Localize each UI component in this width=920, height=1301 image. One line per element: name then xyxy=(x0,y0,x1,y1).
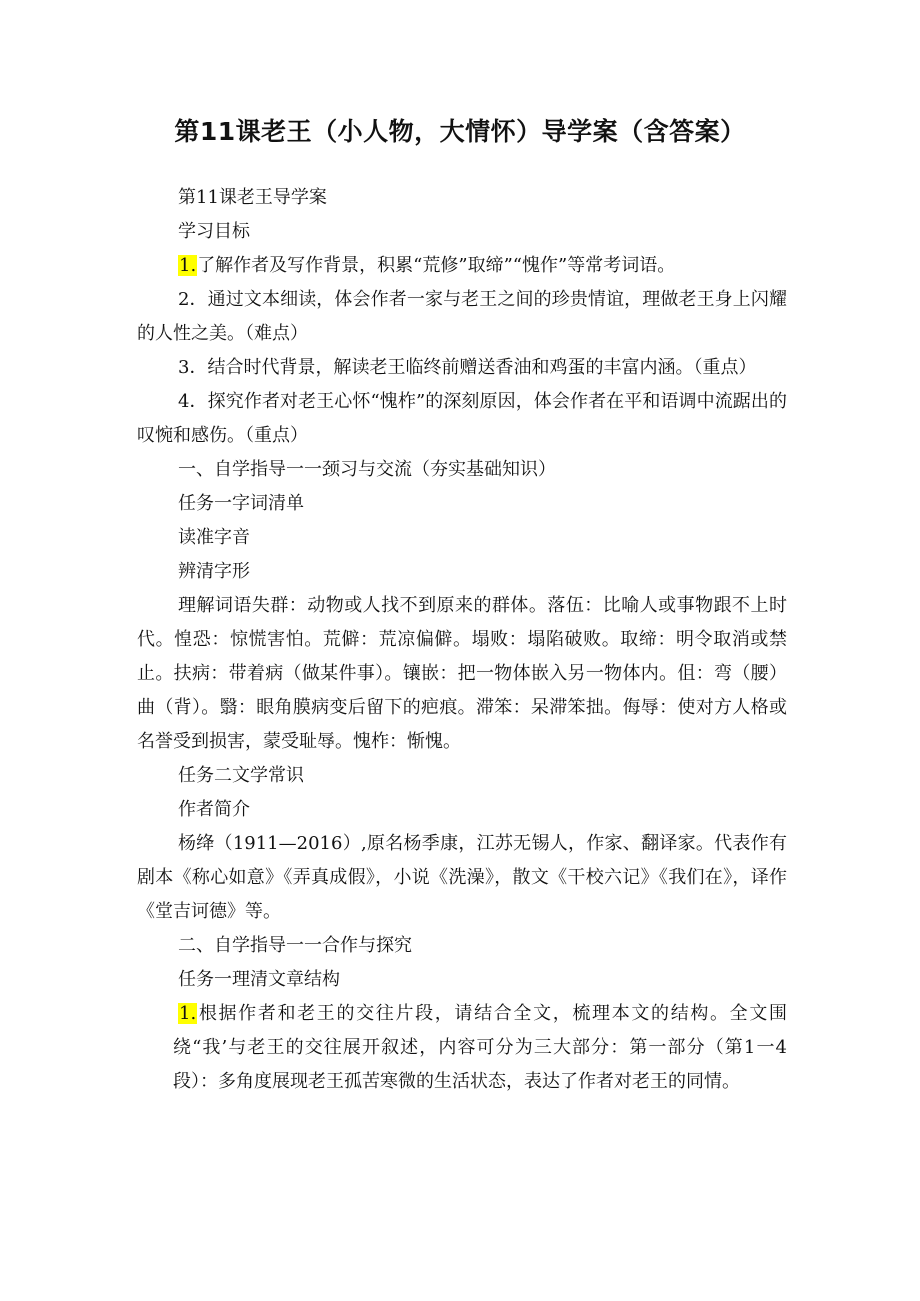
subheading-characters: 辨清字形 xyxy=(178,561,250,582)
highlighted-number: 1. xyxy=(179,1003,197,1024)
structure-item-1: 1.根据作者和老王的交往片段，请结合全文，梳理本文的结构。全文围绕“我’与老王的交往展开叙述，内容可分为三大部分：第一部分（第1一4段）：多角度展现老王孤苦寒微的生活状态，表达了作者对老王的同情。 xyxy=(173,1003,787,1092)
author-bio: 杨绛（1911—2016）,原名杨季康，江苏无锡人，作家、翻译家。代表作有剧本《称心如意》《弄真成假》，小说《洗澡》，散文《干校六记》《我们在》，译作《堂吉诃德》等。 xyxy=(137,833,787,922)
task-heading-vocabulary: 任务一字词清单 xyxy=(178,493,304,514)
vocabulary-definitions: 理解词语失群：动物或人找不到原来的群体。落伍：比喻人或事物跟不上时代。惶恐：惊慌害怕。荒僻：荒凉偏僻。塌败：塌陷破败。取缔：明令取消或禁止。扶病：带着病（做某件事）。镶嵌：把一物体嵌入另一物体内。伹：弯（腰）曲（背）。翳：眼角膜病变后留下的疤痕。滞笨：呆滞笨拙。侮辱：使对方人格或名誉受到损害，蒙受耻辱。愧柞：惭愧。 xyxy=(137,595,787,752)
task-heading-structure: 任务一理清文章结构 xyxy=(178,969,340,990)
objective-item-2: 2．通过文本细读，体会作者一家与老王之间的珍贵情谊，理做老王身上闪耀的人性之美。（难点） xyxy=(137,289,787,344)
document-body xyxy=(137,181,787,1099)
task-heading-literature: 任务二文学常识 xyxy=(178,765,304,786)
section-heading-cooperation: 二、自学指导一一合作与探究 xyxy=(178,935,412,956)
subheading-author: 作者简介 xyxy=(178,799,250,820)
document-title: 第11课老王（小人物，大情怀）导学案（含答案） xyxy=(174,117,746,146)
section-heading-self-study: 一、自学指导一一颈习与交流（夯实基础知识） xyxy=(178,459,556,480)
objective-item-1: 1.了解作者及写作背景，积累“荒修”取缔”“愧作”等常考词语。 xyxy=(179,255,676,276)
section-heading-objectives: 学习目标 xyxy=(178,221,250,242)
subtitle: 第11课老王导学案 xyxy=(178,187,327,208)
subheading-pronunciation: 读准字音 xyxy=(178,527,250,548)
objective-item-4: 4．探究作者对老王心怀“愧柞”的深刻原因，体会作者在平和语调中流踞出的叹惋和感伤。（重点） xyxy=(137,391,787,446)
highlighted-number: 1. xyxy=(179,255,197,276)
objective-item-3: 3．结合时代背景，解读老王临终前赠送香油和鸡蛋的丰富内涵。（重点） xyxy=(178,357,757,378)
